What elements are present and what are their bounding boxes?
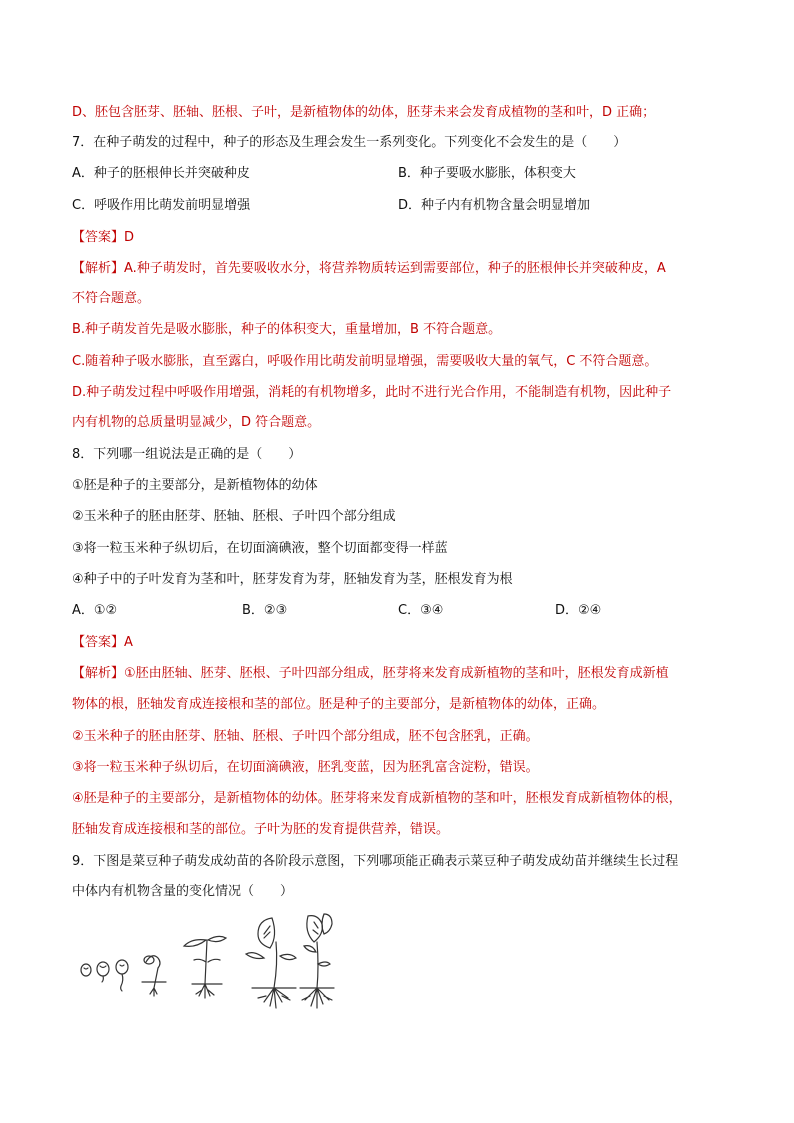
q8-option-d: D．②④ [555, 603, 602, 618]
explanation-tag: 【解析】 [72, 261, 125, 276]
explanation-line: D、胚包含胚芽、胚轴、胚根、子叶，是新植物体的幼体，胚芽未来会发育成植物的茎和叶，D 正确； [72, 105, 656, 120]
seed-stage-2-icon [97, 962, 109, 982]
q7-explanation-a [72, 260, 666, 278]
q8-explanation-4: ④胚是种子的主要部分，是新植物体的幼体。胚芽将来发育成新植物的茎和叶，胚根发育成新植物体的根， [72, 791, 682, 806]
bean-germination-stages-illustration [76, 912, 336, 1012]
q8-explanation-3: ③将一粒玉米种子纵切后，在切面滴碘液，胚乳变蓝，因为胚乳富含淀粉，错误。 [72, 760, 539, 775]
q8-statement-1: ①胚是种子的主要部分，是新植物体的幼体 [72, 478, 318, 493]
q7-explanation-a-cont: 不符合题意。 [72, 291, 151, 306]
q8-explanation-4-cont: 胚轴发育成连接根和茎的部位。子叶为胚的发育提供营养，错误。 [72, 822, 450, 837]
q7-explanation-c: C.随着种子吸水膨胀，直至露白，呼吸作用比萌发前明显增强，需要吸收大量的氧气，C 不符合题意。 [72, 354, 658, 369]
q7-explanation-d-cont: 内有机物的总质量明显减少，D 符合题意。 [72, 415, 321, 430]
answer-value: D [124, 230, 135, 245]
q8-option-a: A．①② [72, 603, 118, 618]
explanation-text: ①胚由胚轴、胚芽、胚根、子叶四部分组成，胚芽将来发育成新植物的茎和叶，胚根发育成新植 [124, 666, 669, 681]
q8-option-b: B．②③ [242, 603, 288, 618]
q8-statement-2: ②玉米种子的胚由胚芽、胚轴、胚根、子叶四个部分组成 [72, 509, 396, 524]
answer-tag: 【答案】 [72, 230, 125, 245]
q7-answer [72, 229, 134, 247]
answer-value: A [124, 635, 133, 650]
q8-statement-4: ④种子中的子叶发育为茎和叶，胚芽发育为芽，胚轴发育为茎，胚根发育为根 [72, 572, 513, 587]
question-8-stem: 8．下列哪一组说法是正确的是（ ） [72, 447, 302, 462]
seedling-stage-4-icon [142, 956, 166, 996]
q8-explanation-2: ②玉米种子的胚由胚芽、胚轴、胚根、子叶四个部分组成，胚不包含胚乳，正确。 [72, 729, 539, 744]
q8-option-c: C．③④ [398, 603, 444, 618]
q7-option-a: A．种子的胚根伸长并突破种皮 [72, 166, 250, 181]
q8-explanation-1-cont: 物体的根，胚轴发育成连接根和茎的部位。胚是种子的主要部分，是新植物体的幼体，正确。 [72, 697, 606, 712]
question-9-stem: 9．下图是菜豆种子萌发成幼苗的各阶段示意图，下列哪项能正确表示菜豆种子萌发成幼苗并继续生长过程 [72, 854, 679, 869]
plant-stage-7-icon [300, 914, 334, 1008]
q8-explanation-1 [72, 665, 669, 683]
seed-stage-3-icon [116, 960, 128, 991]
q7-option-d: D．种子内有机物含量会明显增加 [398, 198, 591, 213]
question-9-stem-cont: 中体内有机物含量的变化情况（ ） [72, 884, 294, 899]
seedling-stage-6-icon [246, 918, 296, 1008]
seed-stage-1-icon [81, 964, 91, 976]
seedling-stage-5-icon [184, 936, 226, 998]
q7-option-c: C．呼吸作用比萌发前明显增强 [72, 198, 251, 213]
q7-option-b: B．种子要吸水膨胀，体积变大 [398, 166, 576, 181]
answer-tag: 【答案】 [72, 635, 125, 650]
q8-statement-3: ③将一粒玉米种子纵切后，在切面滴碘液，整个切面都变得一样蓝 [72, 541, 448, 556]
q8-answer [72, 634, 133, 652]
q7-explanation-d: D.种子萌发过程中呼吸作用增强，消耗的有机物增多，此时不进行光合作用，不能制造有机物，因此种子 [72, 385, 672, 400]
explanation-tag: 【解析】 [72, 666, 125, 681]
question-7-stem: 7．在种子萌发的过程中，种子的形态及生理会发生一系列变化。下列变化不会发生的是（ ） [72, 135, 627, 150]
q7-explanation-b: B.种子萌发首先是吸水膨胀，种子的体积变大，重量增加，B 不符合题意。 [72, 322, 502, 337]
explanation-text: A.种子萌发时，首先要吸收水分，将营养物质转运到需要部位，种子的胚根伸长并突破种皮，A [124, 261, 666, 276]
